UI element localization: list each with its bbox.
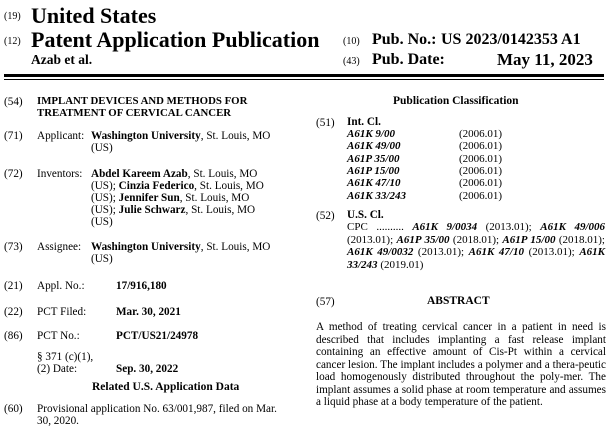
cpc-code-7: A61K 33/243	[347, 246, 605, 271]
inventor-2-prefix: (US);	[91, 180, 119, 192]
abstract-text: A method of treating cervical cancer in a patient in need is described that includes implanting a fast release implant containing an effective amount of Cis-Pt within a cervical cancer lesion. The implant includes a polymer and a thera-peutic load homogenously distributed throughout the poly-mer. The implant assumes a solid phase at room temperature and assumes a liquid phase at a body temperature of the patient.	[316, 321, 606, 408]
cpc-code-5: A61K 49/0032	[347, 246, 414, 258]
inventor-1-location: , St. Louis, MO	[187, 168, 258, 180]
inid-code-86: (86)	[4, 330, 23, 342]
pct-no-value: PCT/US21/24978	[116, 330, 199, 342]
inid-code-12: (12)	[4, 36, 21, 47]
cpc-year-5: (2013.01);	[413, 246, 469, 258]
inventor-3-name: Jennifer Sun	[118, 192, 180, 204]
related-data-heading: Related U.S. Application Data	[92, 381, 240, 393]
int-cl-version: (2006.01)	[459, 140, 503, 153]
inventor-4-name: Julie Schwarz	[118, 204, 186, 216]
us-cl-label: U.S. Cl.	[347, 209, 384, 221]
int-cl-code: A61K 9/00	[347, 128, 395, 140]
assignee-line-1	[91, 241, 270, 253]
int-cl-version: (2006.01)	[459, 177, 503, 190]
applicant-location: , St. Louis, MO	[200, 130, 271, 142]
inid-code-43: (43)	[343, 56, 360, 67]
inventors-label: Inventors:	[37, 168, 83, 180]
inventor-1-name: Abdel Kareem Azab	[91, 168, 188, 180]
date-371-label: (2) Date:	[37, 363, 78, 375]
cpc-year-1: (2013.01);	[477, 221, 541, 233]
cpc-year-4: (2018.01);	[558, 233, 605, 246]
applicant-short-name: Azab et al.	[31, 52, 93, 67]
cpc-year-3: (2018.01);	[449, 233, 503, 246]
inventor-3-prefix: (US);	[91, 192, 119, 204]
cpc-label: CPC	[347, 221, 368, 233]
inid-code-54: (54)	[4, 96, 23, 108]
inid-code-22: (22)	[4, 306, 23, 318]
title-line-1: IMPLANT DEVICES AND METHODS FOR	[37, 95, 248, 107]
assignee-line-2: (US)	[91, 253, 113, 265]
section-371-label: § 371 (c)(1),	[37, 351, 94, 363]
inid-code-71: (71)	[4, 130, 23, 142]
inventor-4-location: , St. Louis, MO	[185, 204, 256, 216]
pub-date-label: Pub. Date:	[372, 51, 445, 68]
document-type-title: Patent Application Publication	[31, 27, 320, 52]
publication-classification-heading: Publication Classification	[393, 95, 519, 107]
cpc-code-2: A61K 49/006	[540, 221, 605, 233]
pct-no-label: PCT No.:	[37, 330, 80, 342]
title-line-2: TREATMENT OF CERVICAL CANCER	[37, 107, 232, 119]
inventor-2-location: , St. Louis, MO	[194, 180, 264, 192]
inventor-line-5: (US)	[91, 216, 113, 228]
inventor-2-name: Cinzia Federico	[118, 180, 195, 192]
pub-no-label: Pub. No.:	[372, 31, 437, 48]
inid-code-10: (10)	[343, 36, 360, 47]
provisional-line-2: 30, 2020.	[37, 415, 79, 427]
inventor-line-2	[91, 180, 264, 192]
pub-no-value: US 2023/0142353 A1	[441, 31, 581, 48]
inventor-3-location: , St. Louis, MO	[179, 192, 250, 204]
int-cl-code: A61P 35/00	[347, 152, 400, 165]
int-cl-version: (2006.01)	[459, 164, 503, 177]
country-title: United States	[31, 3, 157, 28]
cpc-classification	[347, 221, 605, 271]
inid-code-52: (52)	[316, 210, 335, 222]
header-rule-thin	[4, 79, 604, 80]
int-cl-version: (2006.01)	[459, 152, 503, 165]
inid-code-60: (60)	[4, 403, 23, 415]
appl-no-value: 17/916,180	[116, 280, 167, 292]
cpc-code-3: A61P 35/00	[396, 233, 450, 246]
applicant-name: Washington University	[91, 130, 201, 142]
cpc-year-2: (2013.01);	[347, 233, 397, 246]
abstract-heading: ABSTRACT	[427, 295, 490, 307]
cpc-dots: ..........	[376, 221, 404, 233]
pub-date-value: May 11, 2023	[497, 50, 593, 69]
inid-code-57: (57)	[316, 296, 335, 308]
applicant-label: Applicant:	[37, 130, 85, 142]
int-cl-code: A61P 15/00	[347, 164, 400, 177]
int-cl-code: A61K 49/00	[347, 140, 401, 153]
cpc-code-4: A61P 15/00	[502, 233, 556, 246]
cpc-year-6: (2013.01);	[523, 246, 580, 258]
int-cl-code: A61K 33/243	[347, 189, 406, 202]
inventor-line-4	[91, 204, 255, 216]
pct-filed-label: PCT Filed:	[37, 306, 87, 318]
cpc-code-1: A61K 9/0034	[412, 221, 478, 233]
pct-filed-value: Mar. 30, 2021	[116, 306, 181, 318]
inventor-4-prefix: (US);	[91, 204, 119, 216]
date-371-value: Sep. 30, 2022	[116, 363, 179, 375]
int-cl-label: Int. Cl.	[347, 116, 381, 128]
inid-code-72: (72)	[4, 168, 23, 180]
inid-code-73: (73)	[4, 241, 23, 253]
cpc-code-6: A61K 47/10	[468, 246, 524, 258]
header-rule-thick	[4, 74, 604, 77]
int-cl-version: (2006.01)	[459, 128, 503, 140]
provisional-line-1: Provisional application No. 63/001,987, filed on Mar.	[37, 403, 277, 415]
assignee-label: Assignee:	[37, 241, 82, 253]
applicant-line-1	[91, 130, 270, 142]
appl-no-label: Appl. No.:	[37, 280, 85, 292]
applicant-line-2: (US)	[91, 142, 113, 154]
cpc-year-7: (2019.01)	[377, 258, 424, 271]
int-cl-code: A61K 47/10	[347, 177, 401, 190]
inid-code-51: (51)	[316, 117, 335, 129]
inid-code-19: (19)	[4, 11, 21, 22]
assignee-location: , St. Louis, MO	[200, 241, 271, 253]
int-cl-version: (2006.01)	[459, 189, 503, 202]
inid-code-21: (21)	[4, 280, 23, 292]
inventor-line-1	[91, 168, 257, 180]
inventor-line-3	[91, 192, 249, 204]
assignee-name: Washington University	[91, 241, 201, 253]
